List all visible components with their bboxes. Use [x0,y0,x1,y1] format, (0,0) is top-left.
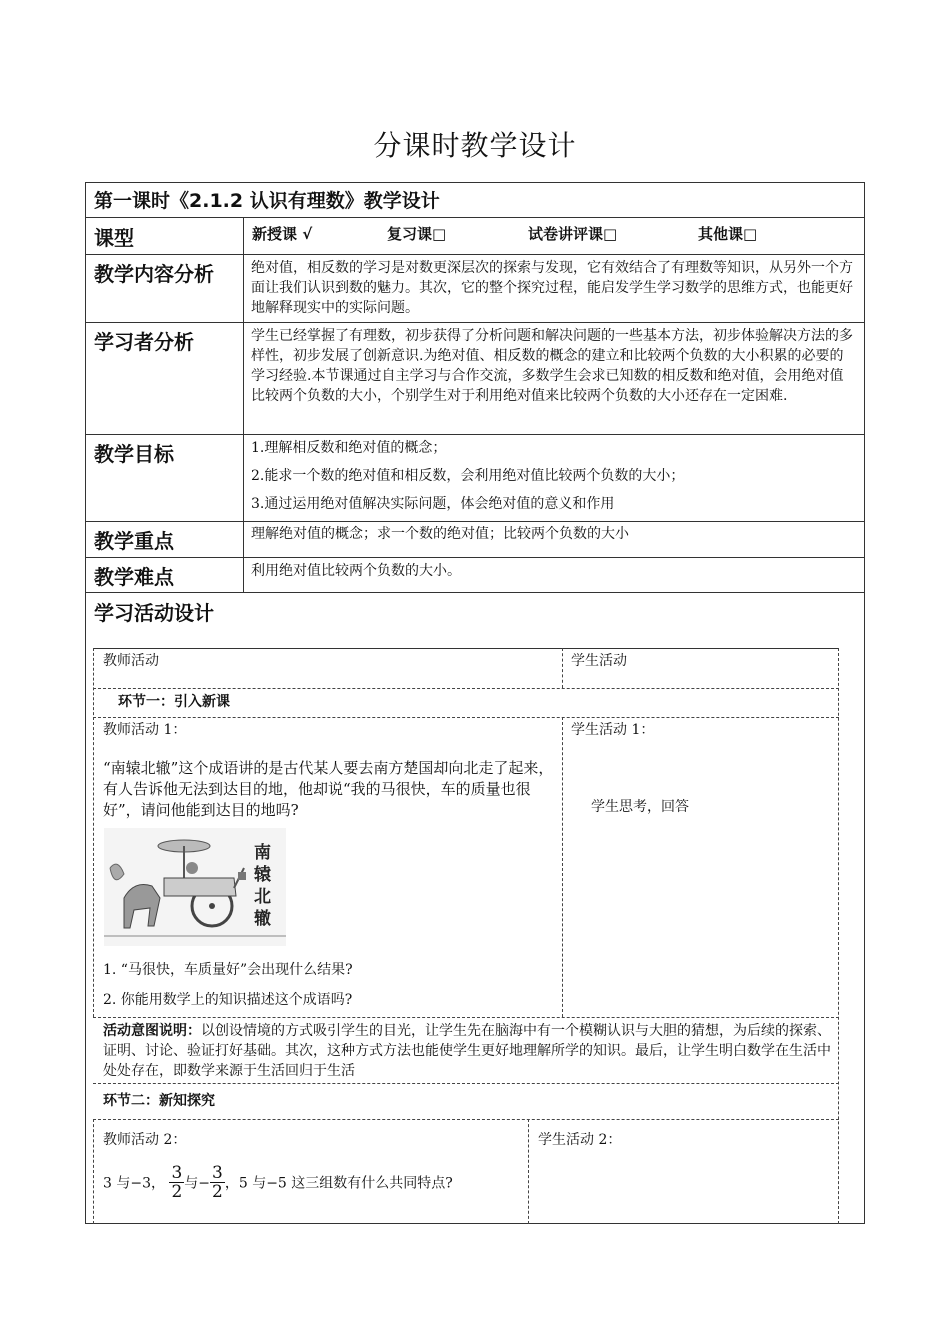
fraction-numerator: 3 [212,1163,223,1183]
q-part1: 3 与−3， [103,1175,165,1192]
teacher-activity-1-label: 教师活动 1： [103,722,187,738]
learner-analysis-text: 学生已经掌握了有理数，初步获得了分析问题和解决问题的一些基本方法，初步体验解决方法的多样性，初步发展了创新意识.为绝对值、相反数的概念的建立和比较两个负数的大小积累的必要的学习经验.本节课通过自主学习与合作交流，多数学生会求已知数的相反数和绝对值，会用绝对值比较两个负数的大小，个别学生对于利用绝对值来比较两个负数的大小还存在一定困难. [251,328,853,404]
fraction-denominator: 2 [171,1182,183,1202]
difficulties-text: 利用绝对值比较两个负数的大小。 [251,563,461,579]
course-option-other: 其他课□ [698,225,758,243]
content-analysis-text: 绝对值，相反数的学习是对数更深层次的探索与发现，它有效结合了有理数等知识，从另外一个方面让我们认识到数的魅力。其次，它的整个探究过程，能启发学生学习数学的思维方式，也能更好地解释现实中的实际问题。 [251,260,853,316]
lesson-title: 第一课时《2.1.2 认识有理数》教学设计 [94,190,440,212]
objective-item: 3.通过运用绝对值解决实际问题，体会绝对值的意义和作用 [251,496,615,512]
intent-text: 以创设情境的方式吸引学生的目光，让学生先在脑海中有一个模糊认识与大胆的猜想，为后续的探索、证明、讨论、验证打好基础。其次，这种方式方法也能使学生更好地理解所学的知识。最后，让学生明白数学在生活中处处存在，即数学来源于生活回归于生活 [103,1023,831,1079]
course-option-review: 复习课□ [387,225,447,243]
story-text: “南辕北辙”这个成语讲的是古代某人要去南方楚国却向北走了起来，有人告诉他无法到达目的地，他却说“我的马很快，车的质量也很好”，请问他能到达目的地吗? [103,759,554,819]
section2-question [103,1164,453,1201]
difficulties-label: 教学难点 [94,565,174,589]
course-option-new: 新授课 √ [252,225,313,243]
fraction-negative [210,1164,225,1201]
fraction-positive [169,1164,184,1201]
teacher-activity-2-label: 教师活动 2： [103,1132,187,1148]
course-type-label: 课型 [94,226,134,250]
q-mid: 与− [184,1175,211,1192]
intent-label: 活动意图说明： [103,1023,201,1039]
key-points-text: 理解绝对值的概念；求一个数的绝对值；比较两个负数的大小 [251,526,629,542]
student-activity-2-label: 学生活动 2： [538,1132,622,1148]
illustration-caption: 南辕北辙 [254,843,271,929]
objective-item: 1.理解相反数和绝对值的概念； [251,440,447,456]
section1-title: 环节一：引入新课 [118,694,230,710]
section2-title: 环节二：新知探究 [103,1093,215,1109]
teacher-activity-header: 教师活动 [103,653,159,669]
question-2: 2. 你能用数学上的知识描述这个成语吗? [103,992,353,1008]
q-part2: ，5 与−5 这三组数有什么共同特点? [224,1175,453,1192]
student-activity-1-label: 学生活动 1： [571,722,655,738]
course-option-exam: 试卷讲评课□ [528,225,618,243]
key-points-label: 教学重点 [94,529,174,553]
fraction-numerator: 3 [171,1163,183,1183]
content-analysis-label: 教学内容分析 [94,262,214,286]
objectives-label: 教学目标 [94,442,174,466]
student-activity-header: 学生活动 [571,653,627,669]
question-1: 1. “马很快，车质量好”会出现什么结果? [103,962,353,978]
intent-block [103,1021,835,1081]
story-illustration [104,828,286,946]
student-response: 学生思考，回答 [591,799,689,815]
objective-item: 2.能求一个数的绝对值和相反数，会利用绝对值比较两个负数的大小； [251,468,685,484]
learner-analysis-label: 学习者分析 [94,330,194,354]
page-title: 分课时教学设计 [373,129,577,162]
fraction-denominator: 2 [212,1182,223,1202]
activity-design-label: 学习活动设计 [94,601,214,625]
